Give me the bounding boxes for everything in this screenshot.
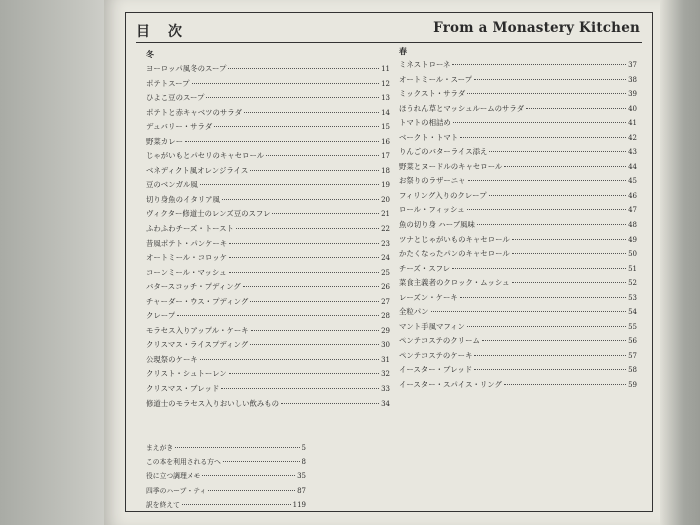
- toc-entry: [146, 324, 390, 339]
- dot-leader: [526, 108, 626, 109]
- toc-entry-title: 野菜とヌードルのキャセロール: [399, 161, 503, 171]
- dot-leader: [512, 253, 626, 254]
- toc-entry: [146, 382, 390, 397]
- toc-entry: [399, 247, 637, 262]
- dot-leader: [489, 151, 626, 152]
- toc-entry-page: 42: [628, 133, 637, 142]
- toc-entry-page: 28: [381, 312, 390, 321]
- toc-entry-title: ほうれん草とマッシュルームのサラダ: [399, 103, 525, 113]
- toc-entry-page: 56: [628, 337, 637, 346]
- toc-entry: [399, 102, 637, 117]
- toc-entry-title: 野菜カレー: [146, 136, 183, 146]
- toc-entry-title: 全粒パン: [399, 307, 429, 317]
- toc-entry-title: りんごのバターライス添え: [399, 147, 488, 157]
- toc-entry-title: ポテトと赤キャベツのサラダ: [146, 107, 243, 117]
- toc-entry-title: ポテトスープ: [146, 78, 190, 88]
- toc-entry-title: ヨーロッパ風冬のスープ: [146, 64, 227, 73]
- dot-leader: [250, 344, 379, 345]
- dot-leader: [504, 166, 626, 167]
- dot-leader: [467, 326, 626, 327]
- toc-entry-title: チーズ・スフレ: [399, 263, 451, 273]
- toc-entry: [399, 131, 637, 146]
- toc-entry: [146, 484, 306, 498]
- toc-entry-page: 51: [628, 264, 637, 273]
- toc-entry-title: ロール・フィッシュ: [399, 205, 465, 215]
- front-back-matter-list: [146, 441, 306, 512]
- dot-leader: [452, 64, 626, 65]
- toc-entry-title: ミックスト・サラダ: [399, 89, 466, 99]
- toc-entry-title: トマトの相詰め: [399, 118, 451, 128]
- toc-entry-page: 21: [381, 210, 390, 219]
- toc-entry-title: イースター・ブレッド: [399, 365, 473, 375]
- toc-entry-title: モラセス入りアップル・ケーキ: [146, 325, 249, 335]
- toc-entry-title: 公現祭のケーキ: [146, 354, 198, 364]
- toc-frame: [125, 12, 653, 512]
- toc-entry: [146, 91, 390, 106]
- dot-leader: [208, 490, 295, 491]
- toc-entry: [399, 73, 637, 88]
- toc-entry-title: お祭りのラザーニャ: [399, 176, 466, 186]
- dot-leader: [250, 170, 379, 171]
- toc-entry-page: 27: [381, 297, 390, 306]
- toc-entry-page: 44: [628, 162, 637, 171]
- toc-entry-title: コーンミール・マッシュ: [146, 267, 227, 277]
- toc-entry-title: 訳を終えて: [146, 500, 180, 509]
- toc-entry: [146, 178, 390, 193]
- toc-entry-title: 切り身魚のイタリア風: [146, 194, 220, 204]
- toc-entry-page: 87: [297, 486, 306, 495]
- toc-entry-title: マント手風マフィン: [399, 321, 465, 331]
- toc-entry: [146, 397, 390, 412]
- toc-entry-page: 29: [381, 326, 390, 335]
- toc-entry-page: 59: [628, 381, 637, 390]
- toc-entry-page: 30: [381, 341, 390, 350]
- toc-entry: [399, 87, 637, 102]
- toc-entry-title: オートミール・コロッケ: [146, 253, 228, 263]
- dot-leader: [229, 373, 379, 374]
- toc-entry-page: 53: [628, 293, 637, 302]
- toc-entry-page: 5: [301, 444, 306, 452]
- toc-entry-page: 40: [628, 104, 637, 113]
- toc-entry: [146, 207, 390, 222]
- toc-entry-title: クリスト・シュトーレン: [146, 369, 227, 379]
- toc-entry-page: 8: [301, 458, 306, 467]
- book-title-english: From a Monastery Kitchen: [433, 20, 640, 36]
- toc-entry: [399, 58, 637, 73]
- dot-leader: [214, 126, 379, 127]
- dot-leader: [229, 257, 379, 258]
- toc-entry: [399, 320, 637, 335]
- toc-entry: [146, 498, 306, 512]
- toc-entry: [146, 62, 390, 77]
- toc-entry-title: デュバリー・サラダ: [146, 122, 213, 132]
- toc-entry-title: クレープ: [146, 311, 176, 321]
- toc-entry-page: 119: [292, 500, 306, 509]
- toc-entry: [146, 266, 390, 281]
- toc-entry: [399, 276, 637, 291]
- dot-leader: [229, 243, 379, 244]
- dot-leader: [200, 184, 379, 185]
- page-edge: [660, 0, 700, 525]
- toc-entry: [399, 203, 637, 218]
- dot-leader: [272, 213, 379, 214]
- toc-entry-title: ツナとじゃがいものキャセロール: [399, 234, 510, 244]
- toc-entry-page: 52: [628, 279, 637, 288]
- header-rule: [136, 42, 642, 43]
- dot-leader: [489, 195, 626, 196]
- dot-leader: [185, 141, 379, 142]
- toc-entry-title: かたくなったパンのキャセロール: [399, 249, 510, 259]
- dot-leader: [223, 461, 300, 462]
- toc-entry: [146, 106, 390, 121]
- dot-leader: [504, 384, 626, 385]
- toc-entry: [146, 135, 390, 150]
- toc-entry-title: オートミール・スープ: [399, 74, 473, 84]
- toc-entry: [399, 189, 637, 204]
- dot-leader: [228, 68, 379, 69]
- dot-leader: [474, 369, 626, 370]
- dot-leader: [175, 447, 299, 448]
- toc-entry-title: レーズン・ケーキ: [399, 292, 458, 302]
- toc-entry: [146, 367, 390, 382]
- toc-entry: [146, 441, 306, 455]
- toc-entry-title: イースター・スパイス・リング: [399, 380, 502, 390]
- toc-entry-title: ベークト・トマト: [399, 132, 459, 142]
- toc-entry: [399, 349, 637, 364]
- dot-leader: [202, 475, 295, 476]
- winter-list: [146, 62, 390, 411]
- dot-leader: [236, 228, 379, 229]
- toc-entry-page: 19: [381, 181, 390, 190]
- dot-leader: [460, 297, 626, 298]
- dot-leader: [200, 359, 379, 360]
- toc-entry-title: ひよこ豆のスープ: [146, 93, 205, 103]
- toc-entry-title: 魚の切り身 ハーブ風味: [399, 220, 475, 230]
- toc-entry: [399, 218, 637, 233]
- toc-entry: [146, 251, 390, 266]
- toc-entry: [146, 280, 390, 295]
- toc-entry: [146, 338, 390, 353]
- toc-entry: [399, 334, 637, 349]
- dot-leader: [431, 311, 627, 312]
- spring-label: 春: [399, 46, 407, 56]
- toc-entry-page: 20: [381, 195, 390, 204]
- dot-leader: [453, 122, 626, 123]
- toc-entry: [399, 160, 637, 175]
- toc-entry-title: 四季のハーブ・ティ: [146, 486, 207, 495]
- dot-leader: [477, 224, 626, 225]
- toc-entry-page: 45: [628, 177, 637, 186]
- dot-leader: [467, 93, 626, 94]
- toc-entry: [146, 469, 306, 483]
- dot-leader: [482, 340, 626, 341]
- toc-entry-page: 24: [381, 254, 390, 263]
- toc-heading: 目次: [136, 24, 200, 40]
- toc-entry: [399, 291, 637, 306]
- toc-entry-title: この本を利用される方へ: [146, 458, 221, 467]
- toc-entry-page: 31: [381, 355, 390, 364]
- toc-entry-page: 16: [381, 137, 390, 146]
- dot-leader: [251, 330, 379, 331]
- dot-leader: [206, 97, 379, 98]
- toc-entry-title: チャーダー・ウス・プディング: [146, 296, 249, 306]
- dot-leader: [221, 388, 379, 389]
- toc-entry: [399, 363, 637, 378]
- toc-entry-title: ペンテコステのケーキ: [399, 350, 473, 360]
- toc-entry-page: 17: [381, 152, 390, 161]
- toc-entry-page: 26: [381, 283, 390, 292]
- toc-entry-title: ペンテコステのクリーム: [399, 336, 480, 346]
- dot-leader: [182, 504, 291, 505]
- toc-entry-page: 49: [628, 235, 637, 244]
- toc-entry-title: フィリング入りのクレープ: [399, 190, 487, 200]
- dot-leader: [474, 79, 626, 80]
- toc-entry-page: 13: [381, 94, 390, 103]
- toc-entry-page: 38: [628, 75, 637, 84]
- dot-leader: [222, 199, 379, 200]
- toc-entry-title: 昔風ポテト・パンケーキ: [146, 238, 228, 248]
- toc-entry: [146, 309, 390, 324]
- dot-leader: [512, 282, 627, 283]
- toc-entry: [399, 305, 637, 320]
- toc-entry-page: 12: [381, 79, 390, 88]
- toc-entry-page: 14: [381, 108, 390, 117]
- toc-entry-page: 39: [628, 90, 637, 99]
- dot-leader: [266, 155, 379, 156]
- spring-list: [399, 58, 637, 393]
- toc-entry-page: 25: [381, 268, 390, 277]
- toc-entry-page: 50: [628, 250, 637, 259]
- toc-entry-title: じゃがいもとパセリのキャセロール: [146, 151, 265, 161]
- toc-entry-title: 豆のベンガル風: [146, 180, 198, 190]
- toc-entry-title: 修道士のモラセス入りおいしい飲みもの: [146, 398, 280, 408]
- toc-entry: [399, 262, 637, 277]
- toc-entry: [399, 145, 637, 160]
- toc-entry: [399, 174, 637, 189]
- toc-entry-page: 32: [381, 370, 390, 379]
- toc-entry-page: 46: [628, 191, 637, 200]
- dot-leader: [281, 403, 379, 404]
- dot-leader: [468, 180, 627, 181]
- toc-entry: [146, 222, 390, 237]
- toc-entry-title: バタースコッチ・プディング: [146, 282, 241, 292]
- toc-entry-page: 43: [628, 148, 637, 157]
- toc-entry: [146, 164, 390, 179]
- toc-entry: [146, 237, 390, 252]
- toc-entry: [399, 378, 637, 393]
- toc-entry-title: クリスマス・ブレッド: [146, 384, 220, 394]
- toc-entry-page: 41: [628, 119, 637, 128]
- dot-leader: [192, 83, 380, 84]
- dot-leader: [250, 301, 379, 302]
- toc-entry-page: 57: [628, 351, 637, 360]
- toc-entry-page: 23: [381, 239, 390, 248]
- toc-entry-page: 34: [381, 399, 390, 408]
- toc-entry: [146, 120, 390, 135]
- toc-entry: [146, 193, 390, 208]
- dot-leader: [229, 272, 380, 273]
- toc-entry-page: 18: [381, 166, 390, 175]
- dot-leader: [243, 286, 379, 287]
- toc-entry-page: 37: [628, 61, 637, 69]
- toc-entry-page: 35: [297, 472, 306, 481]
- toc-entry-title: 役に立つ調理メモ: [146, 472, 201, 481]
- toc-entry: [399, 116, 637, 131]
- toc-entry-page: 33: [381, 385, 390, 394]
- dot-leader: [474, 355, 626, 356]
- winter-label: 冬: [146, 49, 154, 59]
- page-gutter-shadow: [0, 0, 120, 525]
- toc-entry: [146, 295, 390, 310]
- toc-entry-page: 48: [628, 221, 637, 230]
- toc-entry-page: 47: [628, 206, 637, 215]
- toc-entry: [146, 77, 390, 92]
- dot-leader: [512, 239, 626, 240]
- dot-leader: [467, 209, 626, 210]
- toc-entry-title: ふわふわチーズ・トースト: [146, 224, 234, 234]
- dot-leader: [452, 268, 626, 269]
- toc-entry: [399, 233, 637, 248]
- toc-entry-page: 55: [628, 322, 637, 331]
- dot-leader: [177, 315, 379, 316]
- toc-entry-title: 菜食主義者のクロック・ムッシュ: [399, 278, 510, 288]
- toc-entry-title: ミネストローネ: [399, 60, 451, 69]
- dot-leader: [460, 137, 626, 138]
- toc-entry-page: 11: [381, 65, 390, 73]
- toc-entry: [146, 353, 390, 368]
- toc-entry-title: クリスマス・ライスプディング: [146, 340, 249, 350]
- dot-leader: [244, 112, 379, 113]
- toc-entry-page: 58: [628, 366, 637, 375]
- toc-entry-page: 22: [381, 225, 390, 234]
- toc-entry-title: ヴィクター修道士のレンズ豆のスフレ: [146, 209, 271, 219]
- toc-entry: [146, 455, 306, 469]
- toc-entry-page: 54: [628, 308, 637, 317]
- toc-entry-title: ベネディクト風オレンジライス: [146, 165, 249, 175]
- toc-entry-page: 15: [381, 123, 390, 132]
- toc-entry-title: まえがき: [146, 444, 174, 452]
- toc-entry: [146, 149, 390, 164]
